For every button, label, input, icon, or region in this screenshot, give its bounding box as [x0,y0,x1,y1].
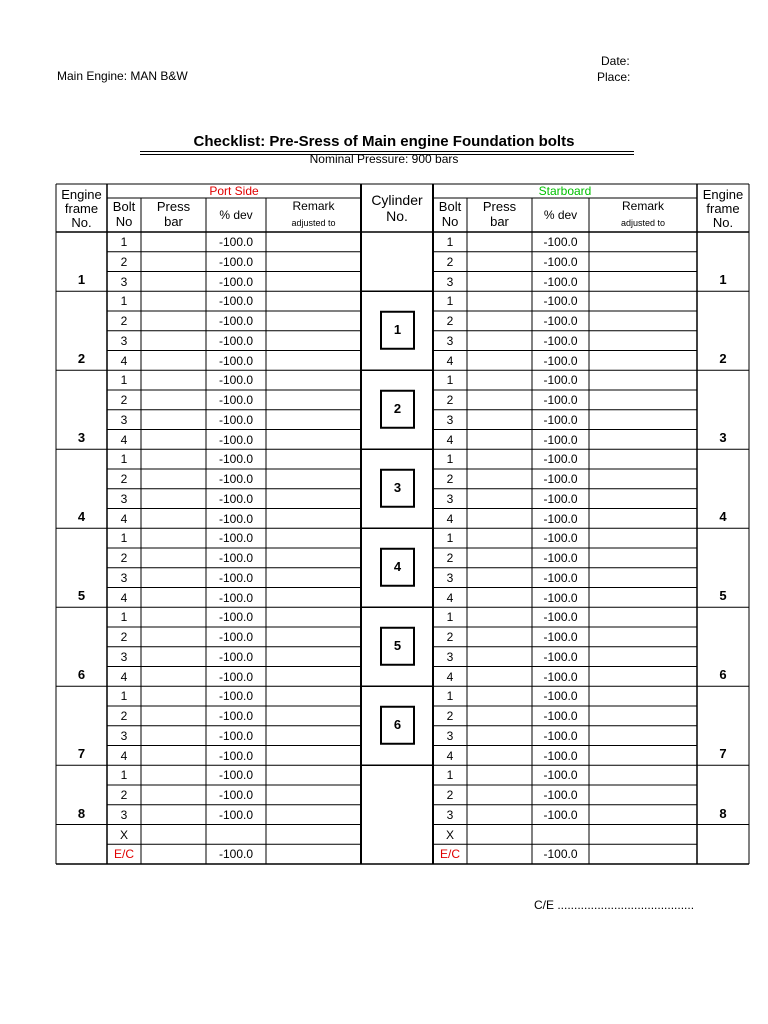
stbd-dev-value: -100.0 [543,491,578,506]
port-dev-value: -100.0 [218,511,254,526]
stbd-dev-value: -100.0 [543,254,578,269]
port-bolt-number: 2 [120,314,128,328]
stbd-dev-value: -100.0 [543,294,578,309]
stbd-remark-header: Remark [621,199,664,213]
engine-frame-number-left: 7 [77,746,86,762]
stbd-bolt-number: E/C [439,847,460,862]
stbd-dev-value: -100.0 [543,768,578,783]
port-dev-value: -100.0 [218,274,254,289]
stbd-press-header: Press [482,199,517,214]
stbd-dev-value: -100.0 [543,847,578,862]
port-dev-value: -100.0 [218,590,254,605]
stbd-bolt-number: 3 [446,728,454,743]
stbd-bolt-number: 4 [446,353,454,368]
stbd-bolt-number: 1 [446,235,454,249]
stbd-dev-value: -100.0 [543,709,578,723]
stbd-dev-value: -100.0 [543,472,578,486]
port-bolt-number: 2 [120,709,128,723]
stbd-dev-value: -100.0 [543,412,578,427]
port-press-header: Press [156,199,191,214]
stbd-dev-value: -100.0 [543,551,578,565]
port-dev-value: -100.0 [218,393,254,407]
port-bolt-header: Bolt [112,199,136,214]
port-bolt-number: 2 [120,472,128,486]
engine-frame-number-right: 6 [719,667,727,683]
stbd-bolt-number: 2 [446,630,454,644]
port-dev-value: -100.0 [218,807,254,822]
port-bolt-number: 3 [120,412,128,427]
starboard-header: Starboard [538,184,592,198]
stbd-bolt-number: 3 [446,333,454,348]
port-bolt-number: 4 [120,748,128,763]
nominal-pressure: Nominal Pressure: 900 bars [309,152,459,166]
port-dev-value: -100.0 [218,689,254,704]
stbd-dev-value: -100.0 [543,353,578,368]
stbd-bolt-number: 3 [446,649,454,664]
stbd-bolt-number: 2 [446,709,454,723]
engine-frame-number-left: 8 [77,805,86,821]
port-dev-value: -100.0 [218,472,254,486]
port-dev-value: -100.0 [218,432,254,447]
stbd-dev-value: -100.0 [543,610,578,625]
engine-frame-header-left: frame [64,201,99,216]
port-bolt-number: 2 [120,551,128,565]
cylinder-number: 4 [393,558,402,574]
engine-frame-number-left: 5 [77,588,86,604]
port-dev-value: -100.0 [218,254,254,269]
engine-frame-number-left: 6 [77,667,86,683]
port-bolt-number: 1 [120,689,128,704]
stbd-remark-subheader: adjusted to [620,218,666,228]
stbd-dev-value: -100.0 [543,235,578,249]
stbd-press-header: bar [490,214,509,229]
engine-frame-number-left: 4 [77,509,86,525]
engine-frame-number-right: 8 [719,805,727,821]
place-label: Place: [597,70,631,84]
port-bolt-number: 3 [120,333,128,348]
stbd-dev-value: -100.0 [543,689,578,704]
port-bolt-number: 3 [120,807,128,822]
engine-frame-header-right: frame [706,201,740,216]
date-label: Date: [601,54,630,68]
engine-frame-number-left: 2 [77,351,86,367]
engine-frame-header-left: Engine [61,187,102,202]
stbd-bolt-header: No [441,214,459,229]
port-bolt-number: 1 [120,768,128,783]
cylinder-number: 3 [393,479,402,495]
stbd-dev-value: -100.0 [543,807,578,822]
stbd-bolt-number: 3 [446,570,454,585]
port-bolt-number: 4 [120,511,128,526]
stbd-bolt-number: X [445,827,454,842]
stbd-dev-value: -100.0 [543,452,578,467]
stbd-bolt-number: 1 [446,294,454,309]
stbd-dev-value: -100.0 [543,590,578,605]
engine-frame-header-right: No. [712,215,734,230]
stbd-dev-value: -100.0 [543,669,578,684]
stbd-bolt-number: 1 [446,373,454,388]
engine-frame-number-right: 7 [719,746,727,762]
port-dev-value: -100.0 [218,709,254,723]
port-bolt-number: 4 [120,590,128,605]
stbd-dev-value: -100.0 [543,649,578,664]
stbd-bolt-number: 4 [446,432,454,447]
cylinder-header: Cylinder [371,192,423,208]
port-bolt-number: 3 [120,728,128,743]
port-side-header: Port Side [209,184,259,198]
port-bolt-number: 1 [120,531,128,546]
stbd-dev-value: -100.0 [543,373,578,388]
port-dev-value: -100.0 [218,333,254,348]
stbd-bolt-number: 3 [446,274,454,289]
stbd-bolt-header: Bolt [438,199,462,214]
stbd-dev-value: -100.0 [543,333,578,348]
port-bolt-number: 4 [120,353,128,368]
port-remark-header: Remark [292,199,335,213]
port-bolt-number: 4 [120,432,128,447]
stbd-bolt-number: 2 [446,314,454,328]
stbd-bolt-number: 4 [446,511,454,526]
port-dev-value: -100.0 [218,373,254,388]
engine-frame-number-right: 5 [719,588,727,604]
port-remark-subheader: adjusted to [291,218,336,228]
stbd-dev-value: -100.0 [543,570,578,585]
engine-frame-header-left: No. [71,215,92,230]
port-dev-value: -100.0 [218,570,254,585]
stbd-dev-value: -100.0 [543,748,578,763]
stbd-bolt-number: 1 [446,610,454,625]
port-dev-value: -100.0 [218,314,254,328]
stbd-bolt-number: 4 [446,590,454,605]
stbd-dev-value: -100.0 [543,274,578,289]
stbd-bolt-number: 1 [446,768,454,783]
port-bolt-number: 3 [120,491,128,506]
port-bolt-number: 2 [120,788,128,802]
stbd-bolt-number: 4 [446,669,454,684]
engine-frame-number-left: 3 [77,430,86,446]
port-dev-value: -100.0 [218,788,254,802]
stbd-bolt-number: 2 [446,254,454,269]
stbd-dev-value: -100.0 [543,531,578,546]
stbd-bolt-number: 3 [446,491,454,506]
port-bolt-number: 3 [120,570,128,585]
port-dev-value: -100.0 [218,412,254,427]
port-bolt-number: 1 [120,373,128,388]
stbd-bolt-number: 1 [446,689,454,704]
port-dev-value: -100.0 [218,610,254,625]
cylinder-header: No. [386,208,408,224]
port-bolt-number: 3 [120,274,128,289]
stbd-dev-value: -100.0 [543,630,578,644]
port-dev-value: -100.0 [218,669,254,684]
port-dev-value: -100.0 [218,491,254,506]
stbd-bolt-number: 2 [446,551,454,565]
engine-frame-header-right: Engine [702,187,744,202]
port-bolt-number: 2 [120,630,128,644]
port-dev-value: -100.0 [218,531,254,546]
port-dev-value: -100.0 [218,748,254,763]
port-dev-value: -100.0 [218,353,254,368]
port-dev-value: -100.0 [218,294,254,309]
engine-frame-number-left: 1 [77,272,86,288]
port-bolt-header: No [115,214,133,229]
port-bolt-number: 1 [120,235,128,249]
port-bolt-number: 2 [120,254,128,269]
cylinder-number: 1 [393,321,402,337]
port-dev-value: -100.0 [218,847,254,862]
chief-engineer-signature: C/E ......................................... [534,898,695,912]
stbd-dev-value: -100.0 [543,314,578,328]
cylinder-number: 2 [393,400,402,416]
stbd-bolt-number: 2 [446,472,454,486]
port-bolt-number: E/C [113,847,134,862]
port-dev-value: -100.0 [218,452,254,467]
port-bolt-number: 3 [120,649,128,664]
engine-frame-number-right: 1 [719,272,727,288]
stbd-dev-header: % dev [543,208,578,222]
port-dev-value: -100.0 [218,630,254,644]
stbd-dev-value: -100.0 [543,511,578,526]
engine-frame-number-right: 3 [719,430,727,446]
stbd-bolt-number: 3 [446,807,454,822]
checklist-title: Checklist: Pre-Sress of Main engine Foundation bolts [193,133,575,150]
port-bolt-number: 2 [120,393,128,407]
port-bolt-number: X [119,827,128,842]
port-dev-value: -100.0 [218,235,254,249]
stbd-bolt-number: 2 [446,393,454,407]
port-dev-value: -100.0 [218,768,254,783]
cylinder-number: 5 [393,637,402,653]
stbd-dev-value: -100.0 [543,788,578,802]
stbd-dev-value: -100.0 [543,728,578,743]
port-dev-value: -100.0 [218,551,254,565]
port-dev-header: % dev [219,208,253,222]
stbd-bolt-number: 2 [446,788,454,802]
port-bolt-number: 1 [120,610,128,625]
engine-frame-number-right: 4 [719,509,727,525]
port-dev-value: -100.0 [218,649,254,664]
stbd-bolt-number: 3 [446,412,454,427]
stbd-dev-value: -100.0 [543,393,578,407]
stbd-bolt-number: 1 [446,531,454,546]
stbd-dev-value: -100.0 [543,432,578,447]
port-bolt-number: 4 [120,669,128,684]
port-press-header: bar [164,214,183,229]
engine-frame-number-right: 2 [719,351,727,367]
port-bolt-number: 1 [120,452,128,467]
main-engine-label: Main Engine: MAN B&W [57,69,188,83]
cylinder-number: 6 [393,716,402,732]
stbd-bolt-number: 4 [446,748,454,763]
port-bolt-number: 1 [120,294,128,309]
stbd-bolt-number: 1 [446,452,454,467]
port-dev-value: -100.0 [218,728,254,743]
